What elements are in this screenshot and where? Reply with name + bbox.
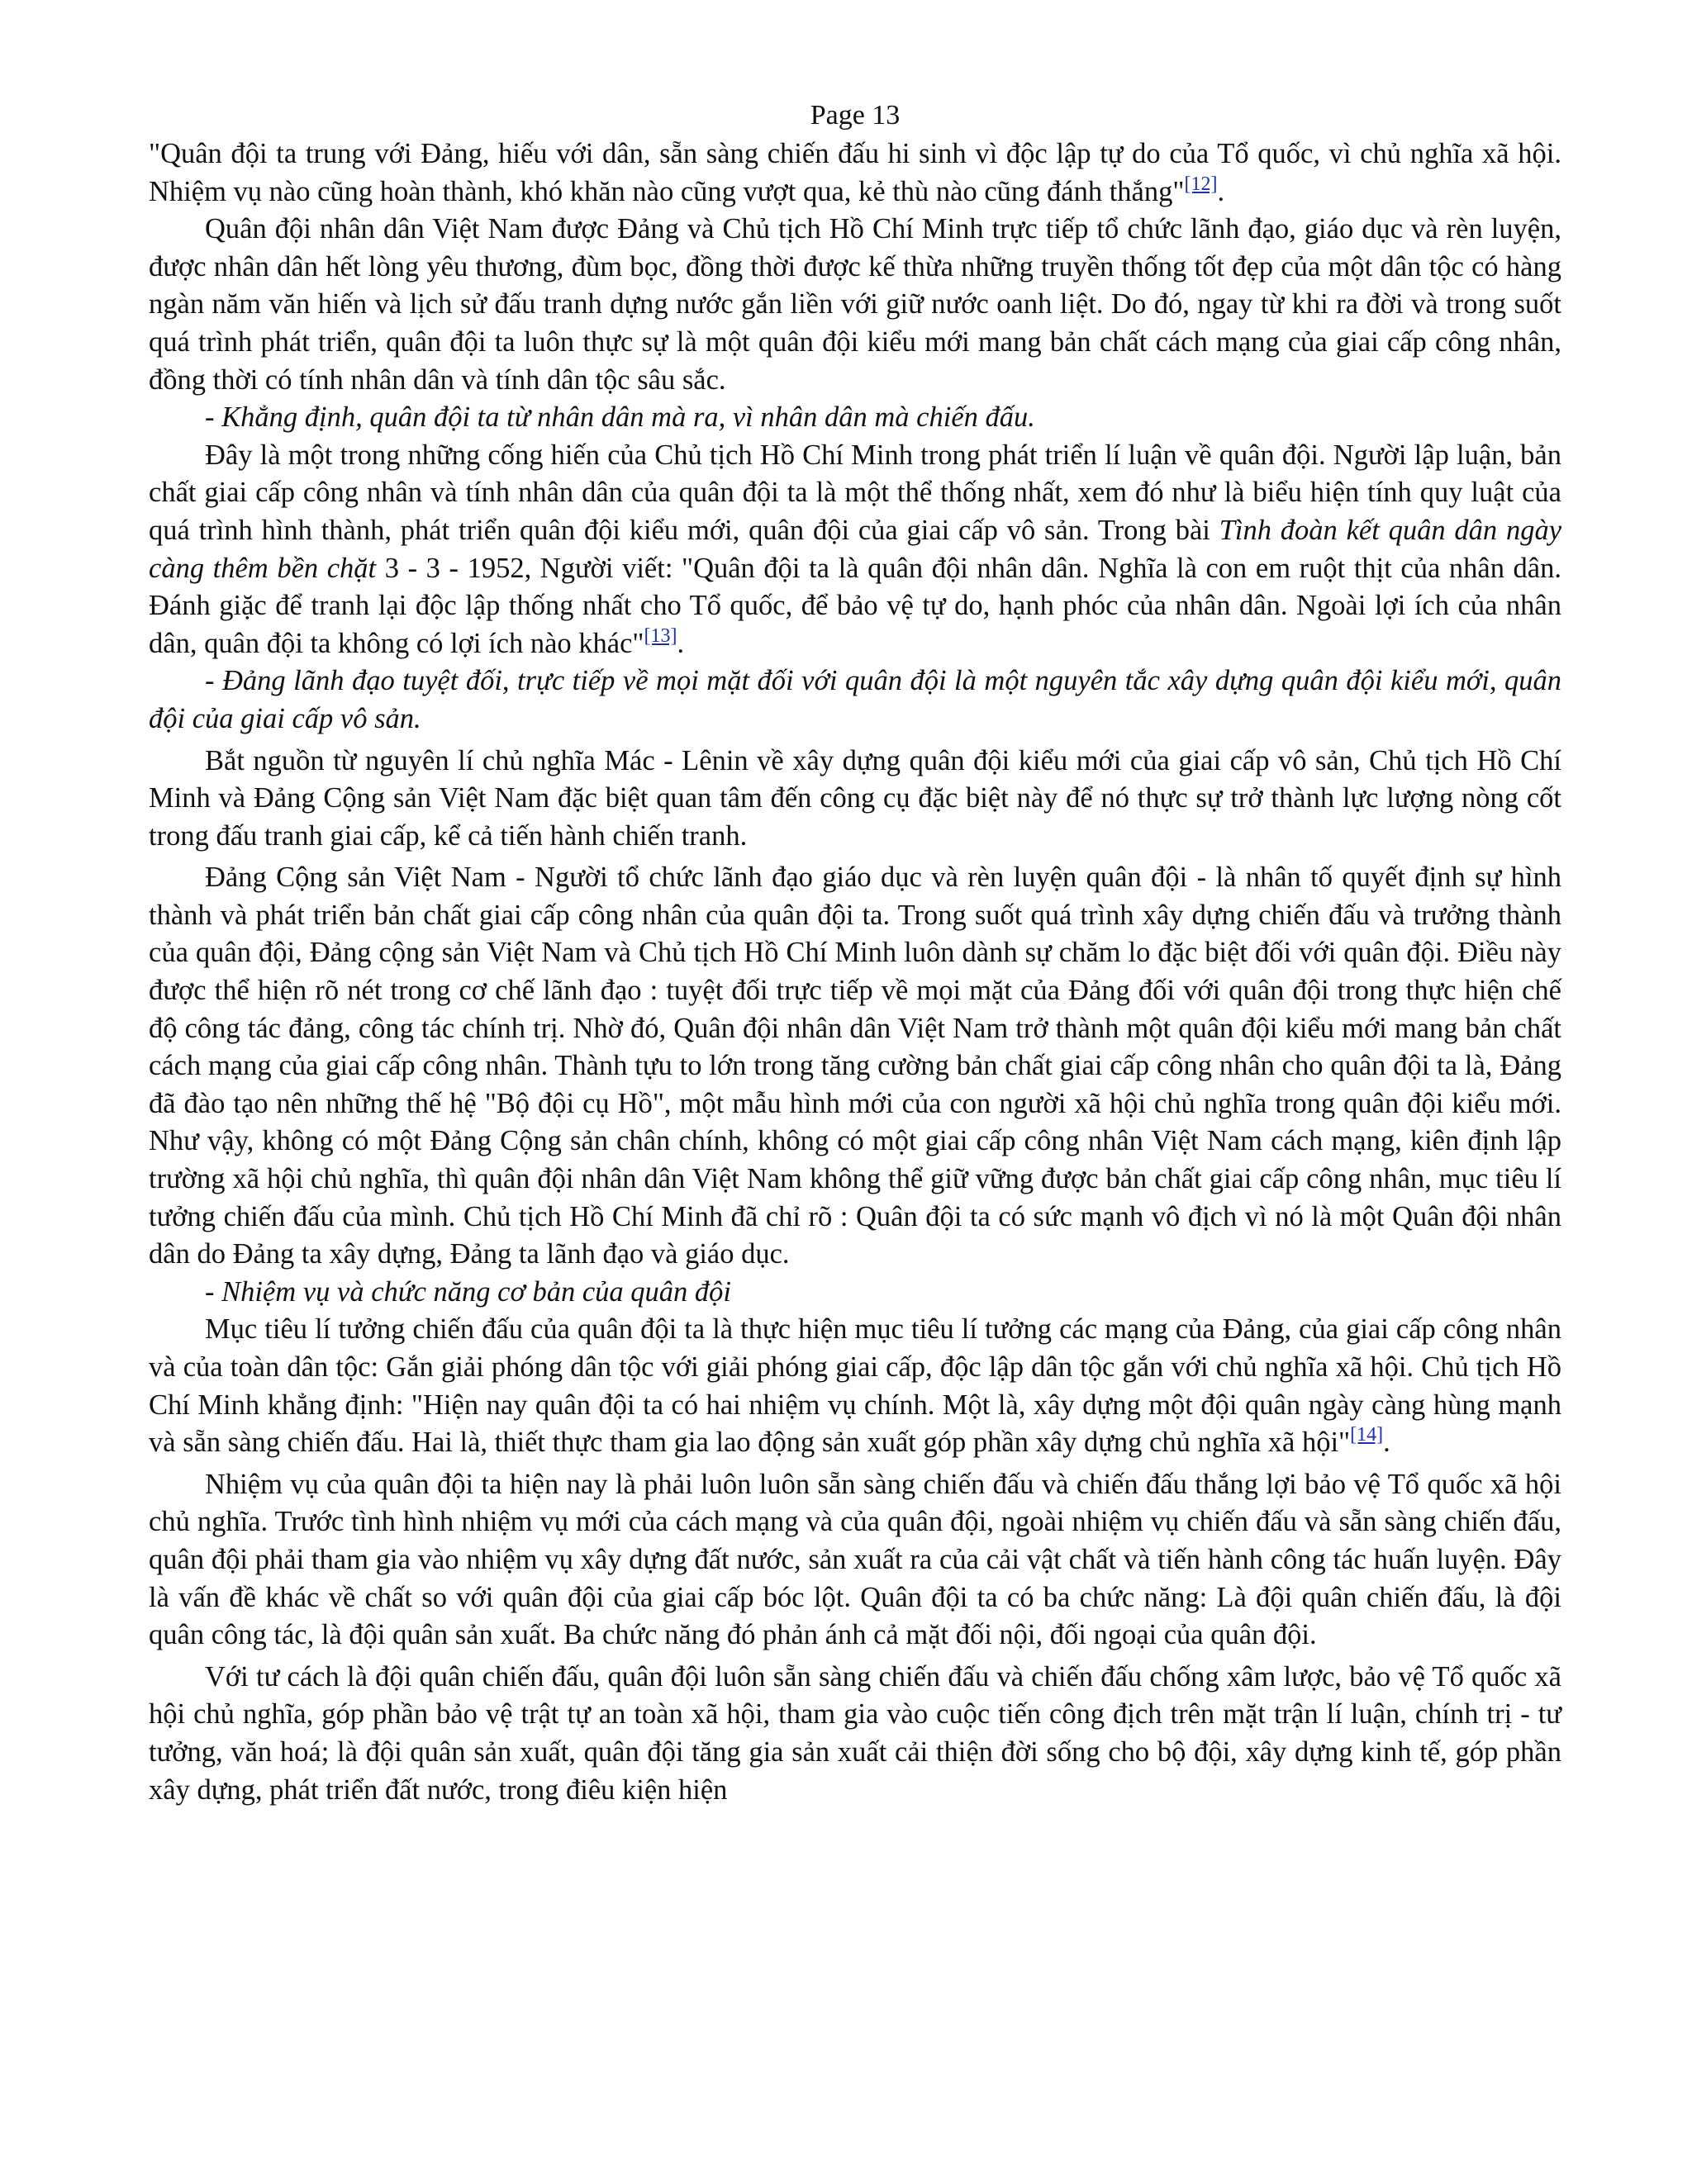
heading-3: - Nhiệm vụ và chức năng cơ bản của quân đội — [205, 1275, 732, 1308]
quote-paragraph — [149, 135, 1561, 211]
paragraph-2 — [149, 437, 1561, 663]
paragraph-2-end: . — [677, 627, 685, 659]
footnote-link-12[interactable]: [12] — [1184, 173, 1218, 195]
paragraph-5 — [149, 1311, 1561, 1461]
page-number: Page 13 — [810, 100, 901, 131]
paragraph-2-after: 3 - 3 - 1952, Người viết: "Quân đội ta là quân đội nhân dân. Nghĩa là con em ruột thịt của nhân dân. Đánh giặc để tranh lại độc lập thống nhất cho Tổ quốc, để bảo vệ tự do, hạnh phóc của nhân dân. Ngoài lợi ích của nhân dân, quân đội ta không có lợi ích nào khác" — [149, 552, 1561, 659]
paragraph-7: Với tư cách là đội quân chiến đấu, quân đội luôn sẵn sàng chiến đấu và chiến đấu chống xâm lược, bảo vệ Tổ quốc xã hội chủ nghĩa, góp phần bảo vệ trật tự an toàn xã hội, tham gia vào cuộc tiến công địch trên mặt trận lí luận, chính trị - tư tưởng, văn hoá; là đội quân sản xuất, quân đội tăng gia sản xuất cải thiện đời sống cho bộ đội, xây dựng kinh tế, góp phần xây dựng, phát triển đất nước, trong điêu kiện hiện — [149, 1660, 1561, 1806]
paragraph-1: Quân đội nhân dân Việt Nam được Đảng và Chủ tịch Hồ Chí Minh trực tiếp tổ chức lãnh đạo, giáo dục và rèn luyện, được nhân dân hết lòng yêu thương, đùm bọc, đồng thời được kế thừa những truyền thống tốt đẹp của một dân tộc có hàng ngàn năm văn hiến và lịch sử đấu tranh dựng nước gắn liền với giữ nước oanh liệt. Do đó, ngay từ khi ra đời và trong suốt quá trình phát triển, quân đội ta luôn thực sự là một quân đội kiểu mới mang bản chất cách mạng của giai cấp công nhân, đồng thời có tính nhân dân và tính dân tộc sâu sắc. — [149, 213, 1561, 396]
quote-end: . — [1217, 175, 1225, 207]
quote-text: "Quân đội ta trung với Đảng, hiếu với dân, sẵn sàng chiến đấu hi sinh vì độc lập tự do của Tổ quốc, vì chủ nghĩa xã hội. Nhiệm vụ nào cũng hoàn thành, khó khăn nào cũng vượt qua, kẻ thù nào cũng đánh thắng" — [149, 138, 1561, 207]
paragraph-5-end: . — [1383, 1427, 1390, 1459]
document-body — [149, 135, 1561, 1809]
heading-1: - Khẳng định, quân đội ta từ nhân dân mà ra, vì nhân dân mà chiến đấu. — [205, 401, 1035, 434]
footnote-link-14[interactable]: [14] — [1350, 1424, 1384, 1446]
paragraph-2-before: Đây là một trong những cống hiến của Chủ tịch Hồ Chí Minh trong phát triển lí luận về quân đội. Người lập luận, bản chất giai cấp công nhân và tính nhân dân của quân đội ta là một thể thống nhất, xem đó như là biểu hiện tính quy luật của quá trình hình thành, phát triển quân đội kiểu mới, quân đội của giai cấp vô sản. Trong bài — [149, 439, 1561, 546]
paragraph-6: Nhiệm vụ của quân đội ta hiện nay là phải luôn luôn sẵn sàng chiến đấu và chiến đấu thắng lợi bảo vệ Tổ quốc xã hội chủ nghĩa. Trước tình hình nhiệm vụ mới của cách mạng và của quân đội, ngoài nhiệm vụ chiến đấu và sẵn sàng chiến đấu, quân đội phải tham gia vào nhiệm vụ xây dựng đất nước, sản xuất ra của cải vật chất và tiến hành công tác huấn luyện. Đây là vấn đề khác về chất so với quân đội của giai cấp bóc lột. Quân đội ta có ba chức năng: Là đội quân chiến đấu, là đội quân công tác, là đội quân sản xuất. Ba chức năng đó phản ánh cả mặt đối nội, đối ngoại của quân đội. — [149, 1468, 1561, 1651]
paragraph-4: Đảng Cộng sản Việt Nam - Người tổ chức lãnh đạo giáo dục và rèn luyện quân đội - là nhân tố quyết định sự hình thành và phát triển bản chất giai cấp công nhân của quân đội ta. Trong suốt quá trình xây dựng chiến đấu và trưởng thành của quân đội, Đảng cộng sản Việt Nam và Chủ tịch Hồ Chí Minh luôn dành sự chăm lo đặc biệt đối với quân đội. Điều này được thể hiện rõ nét trong cơ chế lãnh đạo : tuyệt đối trực tiếp về mọi mặt của Đảng đối với quân đội trong thực hiện chế độ công tác đảng, công tác chính trị. Nhờ đó, Quân đội nhân dân Việt Nam trở thành một quân đội kiểu mới mang bản chất cách mạng của giai cấp công nhân. Thành tựu to lớn trong tăng cường bản chất giai cấp công nhân cho quân đội ta là, Đảng đã đào tạo nên những thế hệ "Bộ đội cụ Hồ", một mẫu hình mới của con người xã hội chủ nghĩa trong quân đội kiểu mới. Như vậy, không có một Đảng Cộng sản chân chính, không có một giai cấp công nhân Việt Nam cách mạng, kiên định lập trường xã hội chủ nghĩa, thì quân đội nhân dân Việt Nam không thể giữ vững được bản chất giai cấp công nhân, mục tiêu lí tưởng chiến đấu của mình. Chủ tịch Hồ Chí Minh đã chỉ rõ : Quân đội ta có sức mạnh vô địch vì nó là một Quân đội nhân dân do Đảng ta xây dựng, Đảng ta lãnh đạo và giáo dục. — [149, 862, 1561, 1270]
article-title: Tình đoàn kết quân dân ngày càng thêm bền chặt — [149, 514, 1562, 584]
paragraph-3: Bắt nguồn từ nguyên lí chủ nghĩa Mác - Lênin về xây dựng quân đội kiểu mới của giai cấp vô sản, Chủ tịch Hồ Chí Minh và Đảng Cộng sản Việt Nam đặc biệt quan tâm đến công cụ đặc biệt này để nó thực sự trở thành lực lượng nòng cốt trong đấu tranh giai cấp, kể cả tiến hành chiến tranh. — [149, 744, 1561, 852]
paragraph-5-text: Mục tiêu lí tưởng chiến đấu của quân đội ta là thực hiện mục tiêu lí tưởng các mạng của Đảng, của giai cấp công nhân và của toàn dân tộc: Gắn giải phóng dân tộc với giải phóng giai cấp, độc lập dân tộc gắn với chủ nghĩa xã hội. Chủ tịch Hồ Chí Minh khẳng định: "Hiện nay quân đội ta có hai nhiệm vụ chính. Một là, xây dựng một đội quân ngày càng hùng mạnh và sẵn sàng chiến đấu. Hai là, thiết thực tham gia lao động sản xuất góp phần xây dựng chủ nghĩa xã hội" — [149, 1313, 1561, 1459]
heading-2: - Đảng lãnh đạo tuyệt đối, trực tiếp về mọi mặt đối với quân đội là một nguyên tắc xây dựng quân đội kiểu mới, quân đội của giai cấp vô sản. — [149, 665, 1561, 734]
footnote-link-13[interactable]: [13] — [644, 624, 677, 647]
